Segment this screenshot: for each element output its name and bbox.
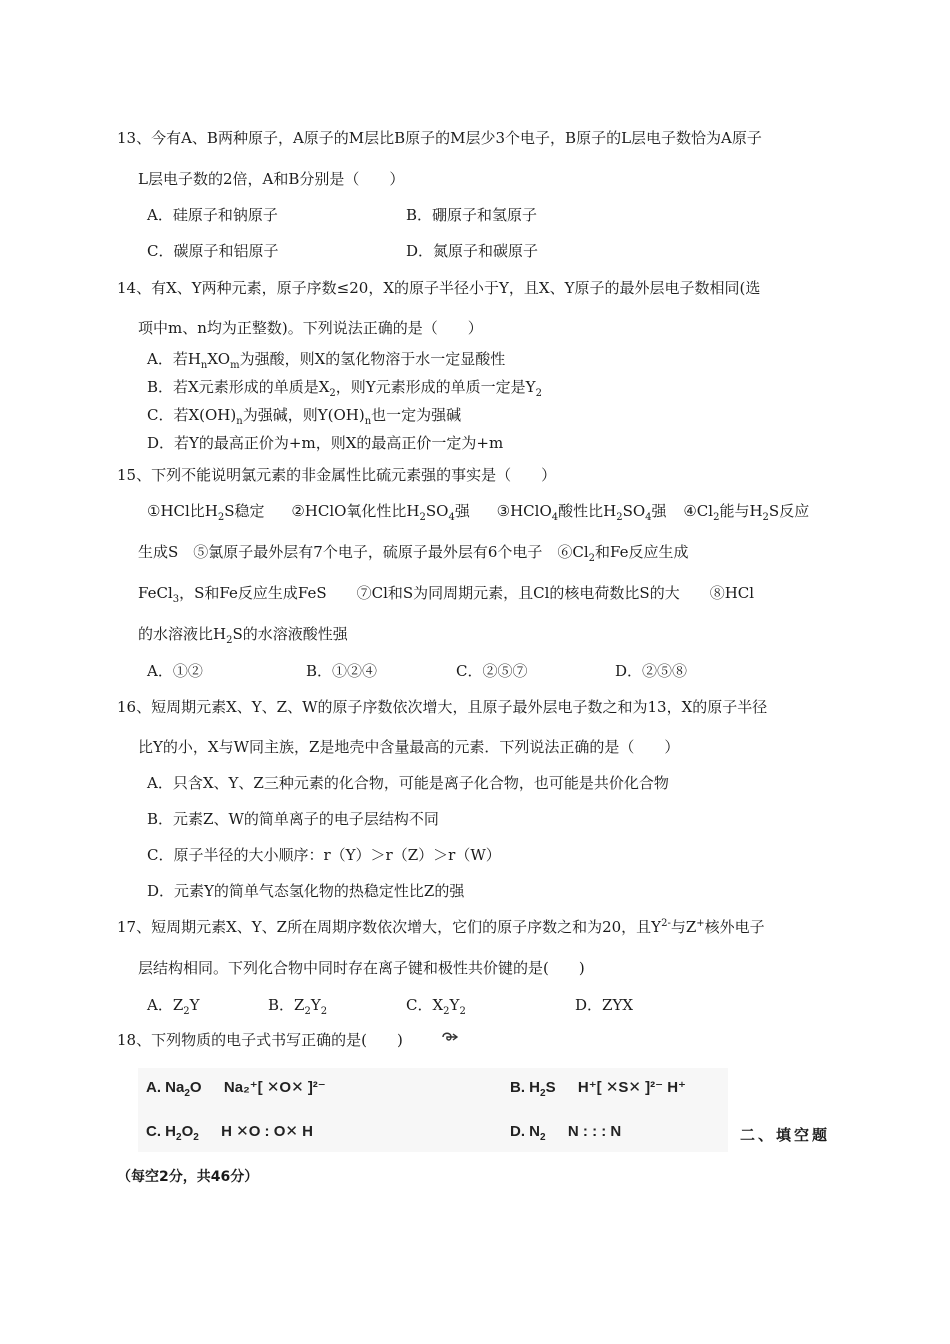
q13-option-d: D．氮原子和碳原子 bbox=[406, 242, 539, 260]
q13-stem-line2: L层电子数的2倍，A和B分别是（ ） bbox=[138, 170, 405, 188]
q14-stem-line1: 14、有X、Y两种元素，原子序数≤20，X的原子半径小于Y，且X、Y原子的最外层电子数相同(选 bbox=[117, 279, 761, 297]
q17-stem-line1: 17、短周期元素X、Y、Z所在周期序数依次增大，它们的原子序数之和为20，且$Y^{2-}$与Z+核外电子 bbox=[117, 918, 765, 936]
section-heading: 二、填空题 bbox=[740, 1126, 831, 1144]
q13-stem-line1: 13、今有A、B两种原子，A原子的M层比B原子的M层少3个电子，B原子的L层电子数恰为A原子 bbox=[117, 129, 762, 147]
q17-stem-line2: 层结构相同。下列化合物中同时存在离子键和极性共价键的是( ) bbox=[138, 959, 585, 977]
q18-stem: 18、下列物质的电子式书写正确的是( ) bbox=[117, 1031, 403, 1049]
q15-option-c: C．②⑤⑦ bbox=[456, 662, 528, 680]
q18-formula-a: Na₂⁺[ ✕O✕ ]²⁻ bbox=[223, 1079, 326, 1096]
q15-option-d: D．②⑤⑧ bbox=[615, 662, 688, 680]
q16-stem-line1: 16、短周期元素X、Y、Z、W的原子序数依次增大，且原子最外层电子数之和为13，X的原子半径 bbox=[117, 698, 768, 716]
q14-stem-line2: 项中m、n均为正整数)。下列说法正确的是（ ） bbox=[138, 319, 483, 337]
q14-option-c: C．若$X(OH)_n$为强碱，则$Y(OH)_n$也一定为强碱 bbox=[147, 406, 462, 427]
q15-statement-1: ①HCl比$H_2S$稳定 bbox=[147, 502, 265, 523]
q16-option-c: C．原子半径的大小顺序：r（Y）＞r（Z）＞r（W） bbox=[147, 846, 501, 864]
q15-statements-line4: 的水溶液比$H_2S$的水溶液酸性强 bbox=[138, 625, 348, 646]
q16-stem-line2: 比Y的小，X与W同主族，Z是地壳中含量最高的元素．下列说法正确的是（ ） bbox=[138, 738, 680, 756]
q13-option-c: C．碳原子和铝原子 bbox=[147, 242, 279, 260]
section-score-note: （每空2分，共46分） bbox=[117, 1169, 259, 1185]
q15-option-b: B．①②④ bbox=[306, 662, 378, 680]
q15-statements-line3: FeCl$_3$，S和Fe反应生成FeS ⑦Cl和S为同周期元素，且Cl的核电荷数比S的大 ⑧HCl bbox=[138, 584, 755, 605]
q18-formula-d: N : : : N bbox=[567, 1123, 622, 1140]
q17-option-d: D．ZYX bbox=[575, 996, 634, 1014]
q16-option-a: A．只含X、Y、Z三种元素的化合物，可能是离子化合物，也可能是共价化合物 bbox=[147, 774, 669, 792]
electron-formula-image bbox=[138, 1068, 728, 1152]
q15-statement-3: ③HClO$_4$酸性比$H_2SO_4$强 bbox=[496, 502, 667, 523]
q15-option-a: A．①② bbox=[147, 662, 203, 680]
q13-option-a: A．硅原子和钠原子 bbox=[147, 206, 278, 224]
q13-option-b: B．硼原子和氢原子 bbox=[406, 206, 538, 224]
q17-option-a: A．$Z_2Y$ bbox=[147, 996, 200, 1017]
q14-option-a: A．若$H_nXO_m$为强酸，则X的氢化物溶于水一定显酸性 bbox=[147, 350, 506, 371]
q17-option-c: C．$X_2Y_2$ bbox=[406, 996, 466, 1017]
q18-option-a: A. $Na_2O$ Na₂⁺[ ✕O✕ ]²⁻ bbox=[146, 1079, 326, 1099]
q17-option-b: B．$Z_2Y_2$ bbox=[268, 996, 328, 1017]
loop-arrow-icon bbox=[441, 1030, 459, 1044]
q18-formula-c: H ✕O : O✕ H bbox=[221, 1123, 313, 1140]
q18-option-c: C. $H_2O_2$ H ✕O : O✕ H bbox=[146, 1123, 313, 1143]
q18-option-b: B. $H_2S$ H⁺[ ✕S✕ ]²⁻ H⁺ bbox=[510, 1079, 686, 1099]
q18-option-d: D. $N_2$ N : : : N bbox=[510, 1123, 622, 1143]
q16-option-d: D．元素Y的简单气态氢化物的热稳定性比Z的强 bbox=[147, 882, 465, 900]
q16-option-b: B．元素Z、W的简单离子的电子层结构不同 bbox=[147, 810, 439, 828]
q15-statement-4: $④Cl_2$能与$H_2S$反应 bbox=[683, 502, 810, 523]
q18-formula-b: H⁺[ ✕S✕ ]²⁻ H⁺ bbox=[577, 1079, 686, 1096]
q15-statements-line2: 生成S ⑤氯原子最外层有7个电子，硫原子最外层有6个电子 $⑥Cl_2$和Fe反应生成 bbox=[138, 543, 689, 564]
q14-option-d: D．若Y的最高正价为+m，则X的最高正价一定为+m bbox=[147, 434, 504, 452]
q15-statement-2: ②HClO氧化性比$H_2SO_4$强 bbox=[291, 502, 470, 523]
q15-statements-line1 bbox=[147, 501, 809, 521]
q14-option-b: B．若X元素形成的单质是$X_2$，则Y元素形成的单质一定是$Y_2$ bbox=[147, 378, 542, 399]
q15-stem: 15、下列不能说明氯元素的非金属性比硫元素强的事实是（ ） bbox=[117, 466, 557, 484]
